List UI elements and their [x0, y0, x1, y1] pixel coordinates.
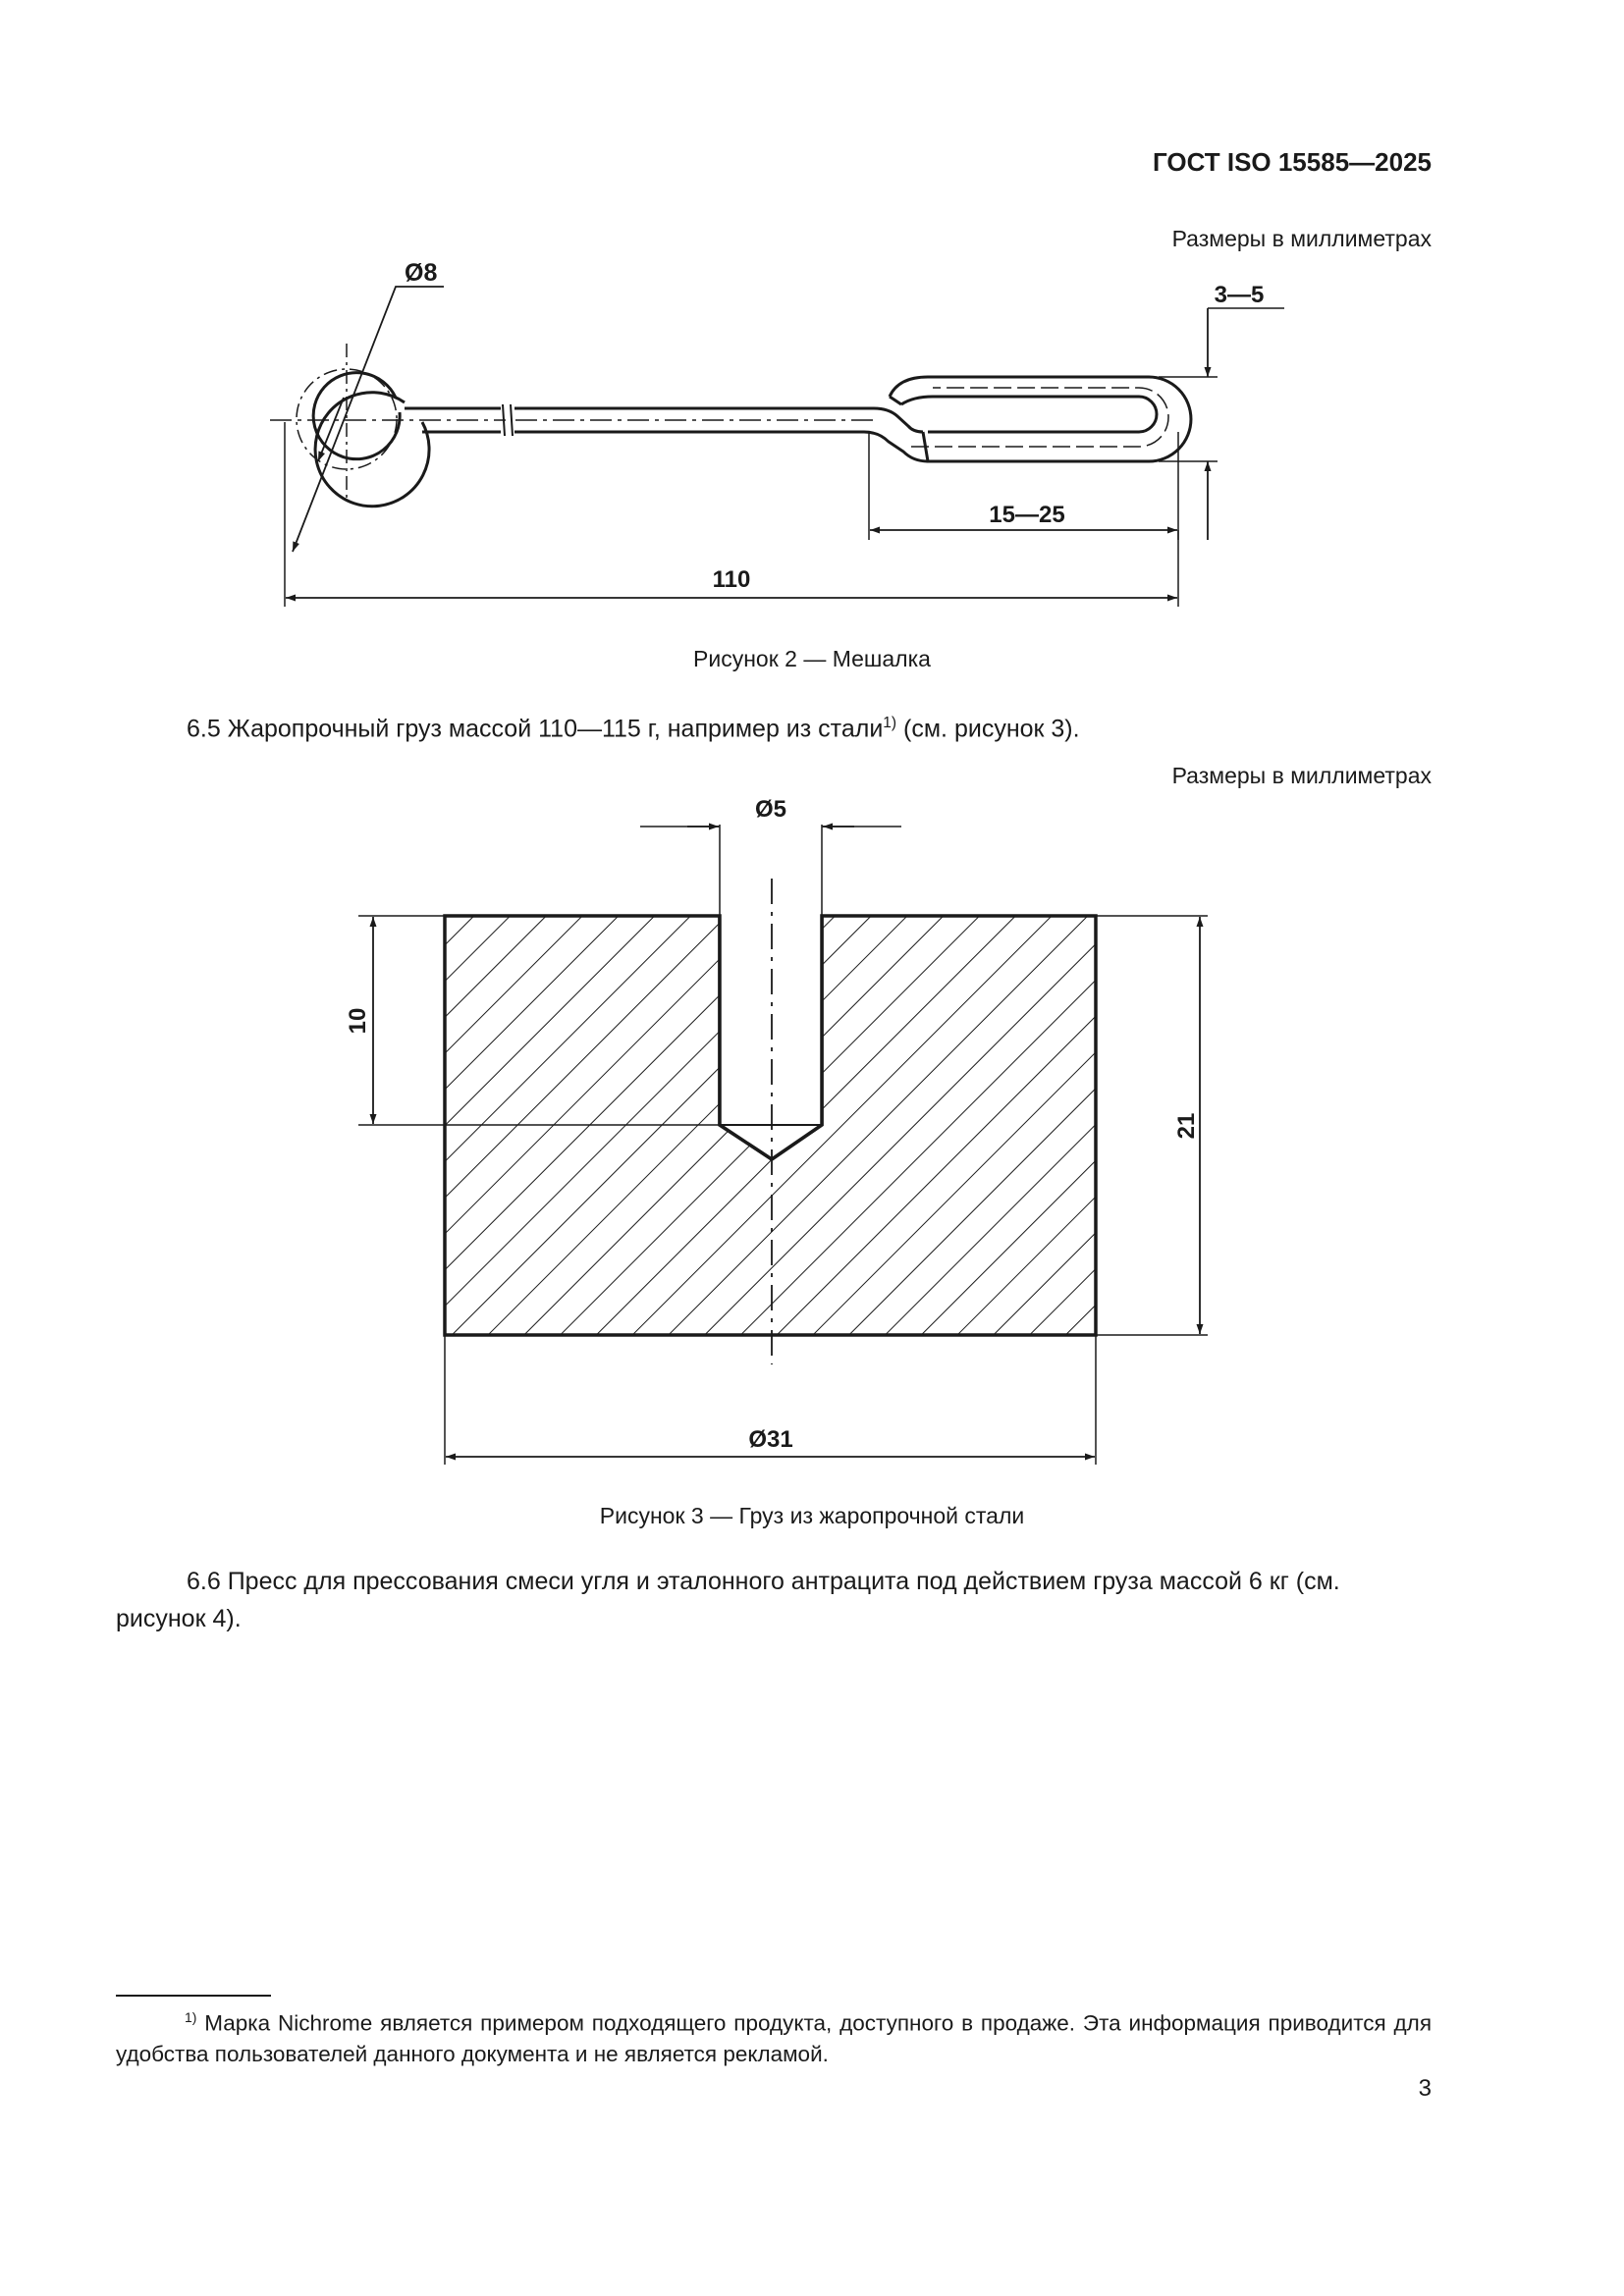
dim-height-label: 21	[1173, 1112, 1200, 1140]
stirrer-loop-outer	[890, 377, 1191, 461]
figure-3-weight-drawing	[0, 775, 1624, 1482]
stirrer-shaft-bottom-2	[514, 432, 928, 461]
dim-outer-label: Ø31	[748, 1426, 793, 1453]
dim-diameter-label: Ø8	[405, 259, 438, 287]
dim-loop-label: 15—25	[989, 502, 1065, 528]
page-number: 3	[1418, 2075, 1432, 2102]
figure-2-stirrer-drawing	[0, 0, 1624, 648]
footnote	[116, 2002, 1432, 2069]
stirrer-loop-inner	[901, 397, 1157, 432]
figure-2-caption: Рисунок 2 — Мешалка	[693, 646, 931, 671]
dim-hole-label: Ø5	[754, 796, 787, 823]
footnote-ref: 1)	[883, 715, 897, 731]
weight-hole	[720, 916, 822, 1159]
dim-diameter-leader	[293, 287, 444, 552]
footnote-divider	[116, 1995, 271, 1997]
dim-depth-label: 10	[345, 1007, 371, 1035]
units-note-figure-2: Размеры в миллиметрах	[1171, 226, 1432, 251]
footnote-text: Марка Nichrome является примером подходящего продукта, доступного в продаже. Эта информация приводится для удобства пользователей данного документа и не является рекламой.	[116, 2010, 1432, 2066]
footnote-mark: 1)	[185, 2009, 197, 2025]
paragraph-6-5: 6.5 Жаропрочный груз массой 110—115 г, например из стали$^{1)}$ (см. рисунок 3).	[187, 715, 1080, 743]
figure-3-caption: Рисунок 3 — Груз из жаропрочной стали	[599, 1503, 1025, 1528]
paragraph-6-6: 6.6 Пресс для прессования смеси угля и эталонного антрацита под действием груза массой 6 кг (см. рисунок 4).	[116, 1568, 1340, 1632]
dim-total-label: 110	[712, 566, 751, 593]
dim-gap-label: 3—5	[1214, 282, 1265, 308]
document-header: ГОСТ ISO 15585—2025	[1152, 147, 1432, 177]
units-note-figure-3: Размеры в миллиметрах	[1171, 763, 1432, 788]
